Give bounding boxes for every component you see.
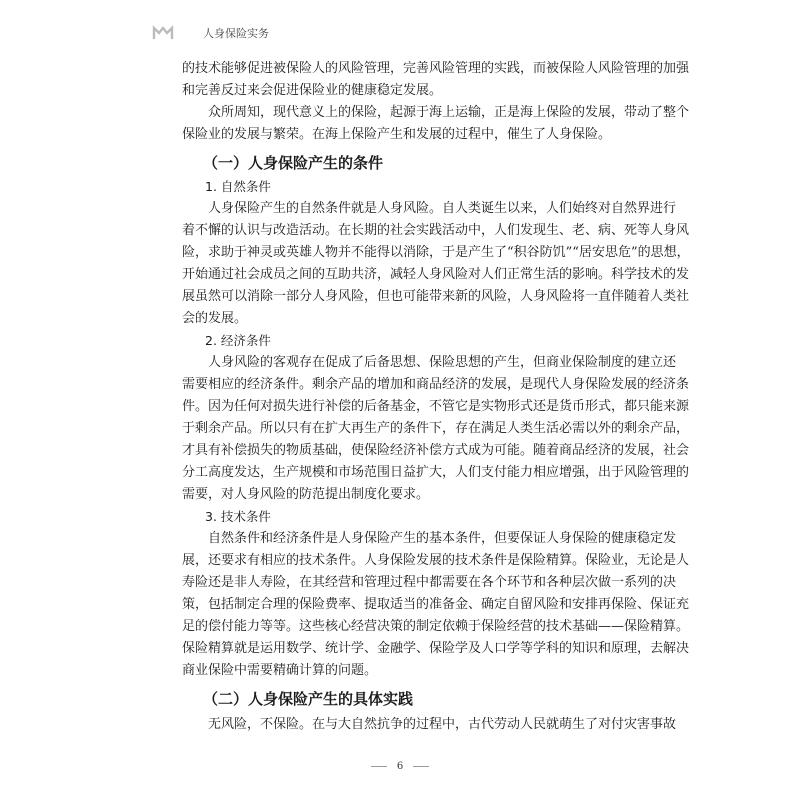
subsection-heading: 3. 技术条件 bbox=[205, 509, 271, 524]
text-line: 分工高度发达，生产规模和市场范围日益扩大，人们支付能力相应增强，出于风险管理的 bbox=[182, 465, 690, 480]
text-line: 众所周知，现代意义上的保险，起源于海上运输，正是海上保险的发展，带动了整个 bbox=[208, 105, 690, 120]
text-line: 需要相应的经济条件。剩余产品的增加和商品经济的发展，是现代人身保险发展的经济条 bbox=[182, 377, 690, 392]
text-line: 策，包括制定合理的保险费率、提取适当的准备金、确定自留风险和安排再保险、保证充 bbox=[182, 597, 690, 612]
text-line: 足的偿付能力等等。这些核心经营决策的制定依赖于保险经营的技术基础——保险精算。 bbox=[182, 619, 690, 634]
paragraph bbox=[182, 528, 690, 682]
paragraph bbox=[182, 198, 690, 330]
text-line: 会的发展。 bbox=[182, 311, 248, 326]
text-line: 展，还要求有相应的技术条件。人身保险发展的技术条件是保险精算。保险业，无论是人 bbox=[182, 553, 690, 568]
divider bbox=[413, 766, 429, 767]
text-line: 展虽然可以消除一部分人身风险，但也可能带来新的风险，人身风险将一直伴随着人类社 bbox=[182, 289, 690, 304]
text-line: 寿险还是非人寿险，在其经营和管理过程中都需要在各个环节和各种层次做一系列的决 bbox=[182, 575, 677, 590]
paragraph bbox=[182, 102, 690, 146]
text-line: 的技术能够促进被保险人的风险管理，完善风险管理的实践，而被保险人风险管理的加强 bbox=[182, 61, 690, 76]
book-logo-icon bbox=[153, 26, 173, 40]
text-line: 开始通过社会成员之间的互助共济，减轻人身风险对人们正常生活的影响。科学技术的发 bbox=[182, 267, 690, 282]
text-line: 无风险，不保险。在与大自然抗争的过程中，古代劳动人民就萌生了对付灾害事故 bbox=[208, 717, 677, 732]
subsection-heading: 2. 经济条件 bbox=[205, 333, 271, 348]
book-title: 人身保险实务 bbox=[203, 27, 269, 40]
text-line: 保险业的发展与繁荣。在海上保险产生和发展的过程中，催生了人身保险。 bbox=[182, 127, 612, 142]
text-line: 人身风险的客观存在促成了后备思想、保险思想的产生，但商业保险制度的建立还 bbox=[208, 355, 677, 370]
text-line: 商业保险中需要精确计算的问题。 bbox=[182, 663, 378, 678]
subsection-heading: 1. 自然条件 bbox=[205, 179, 271, 194]
text-line: 自然条件和经济条件是人身保险产生的基本条件，但要保证人身保险的健康稳定发 bbox=[208, 531, 677, 546]
page-number: 6 bbox=[396, 761, 404, 772]
paragraph bbox=[182, 714, 677, 736]
text-line: 险，求助于神灵或英雄人物并不能得以消除，于是产生了“积谷防饥”“居安思危”的思想， bbox=[182, 245, 690, 260]
divider bbox=[371, 766, 387, 767]
paragraph bbox=[182, 352, 690, 506]
text-line: 件。因为任何对损失进行补偿的后备基金，不管它是实物形式还是货币形式，都只能来源 bbox=[182, 399, 690, 414]
text-line: 需要，对人身风险的防范提出制度化要求。 bbox=[182, 487, 430, 502]
section-heading: （一）人身保险产生的条件 bbox=[203, 154, 384, 172]
page-body bbox=[182, 58, 690, 736]
paragraph bbox=[182, 58, 690, 102]
text-line: 才具有补偿损失的物质基础，使保险经济补偿方式成为可能。随着商品经济的发展，社会 bbox=[182, 443, 690, 458]
text-line: 着不懈的认识与改造活动。在长期的社会实践活动中，人们发现生、老、病、死等人身风 bbox=[182, 223, 690, 238]
running-header bbox=[153, 25, 269, 41]
text-line: 保险精算就是运用数学、统计学、金融学、保险学及人口学等学科的知识和原理，去解决 bbox=[182, 641, 690, 656]
page-footer bbox=[0, 761, 800, 772]
text-line: 于剩余产品。所以只有在扩大再生产的条件下，存在满足人类生活必需以外的剩余产品， bbox=[182, 421, 690, 436]
text-line: 和完善反过来会促进保险业的健康稳定发展。 bbox=[182, 83, 443, 98]
section-heading: （二）人身保险产生的具体实践 bbox=[203, 690, 414, 708]
text-line: 人身保险产生的自然条件就是人身风险。自人类诞生以来，人们始终对自然界进行 bbox=[208, 201, 677, 216]
